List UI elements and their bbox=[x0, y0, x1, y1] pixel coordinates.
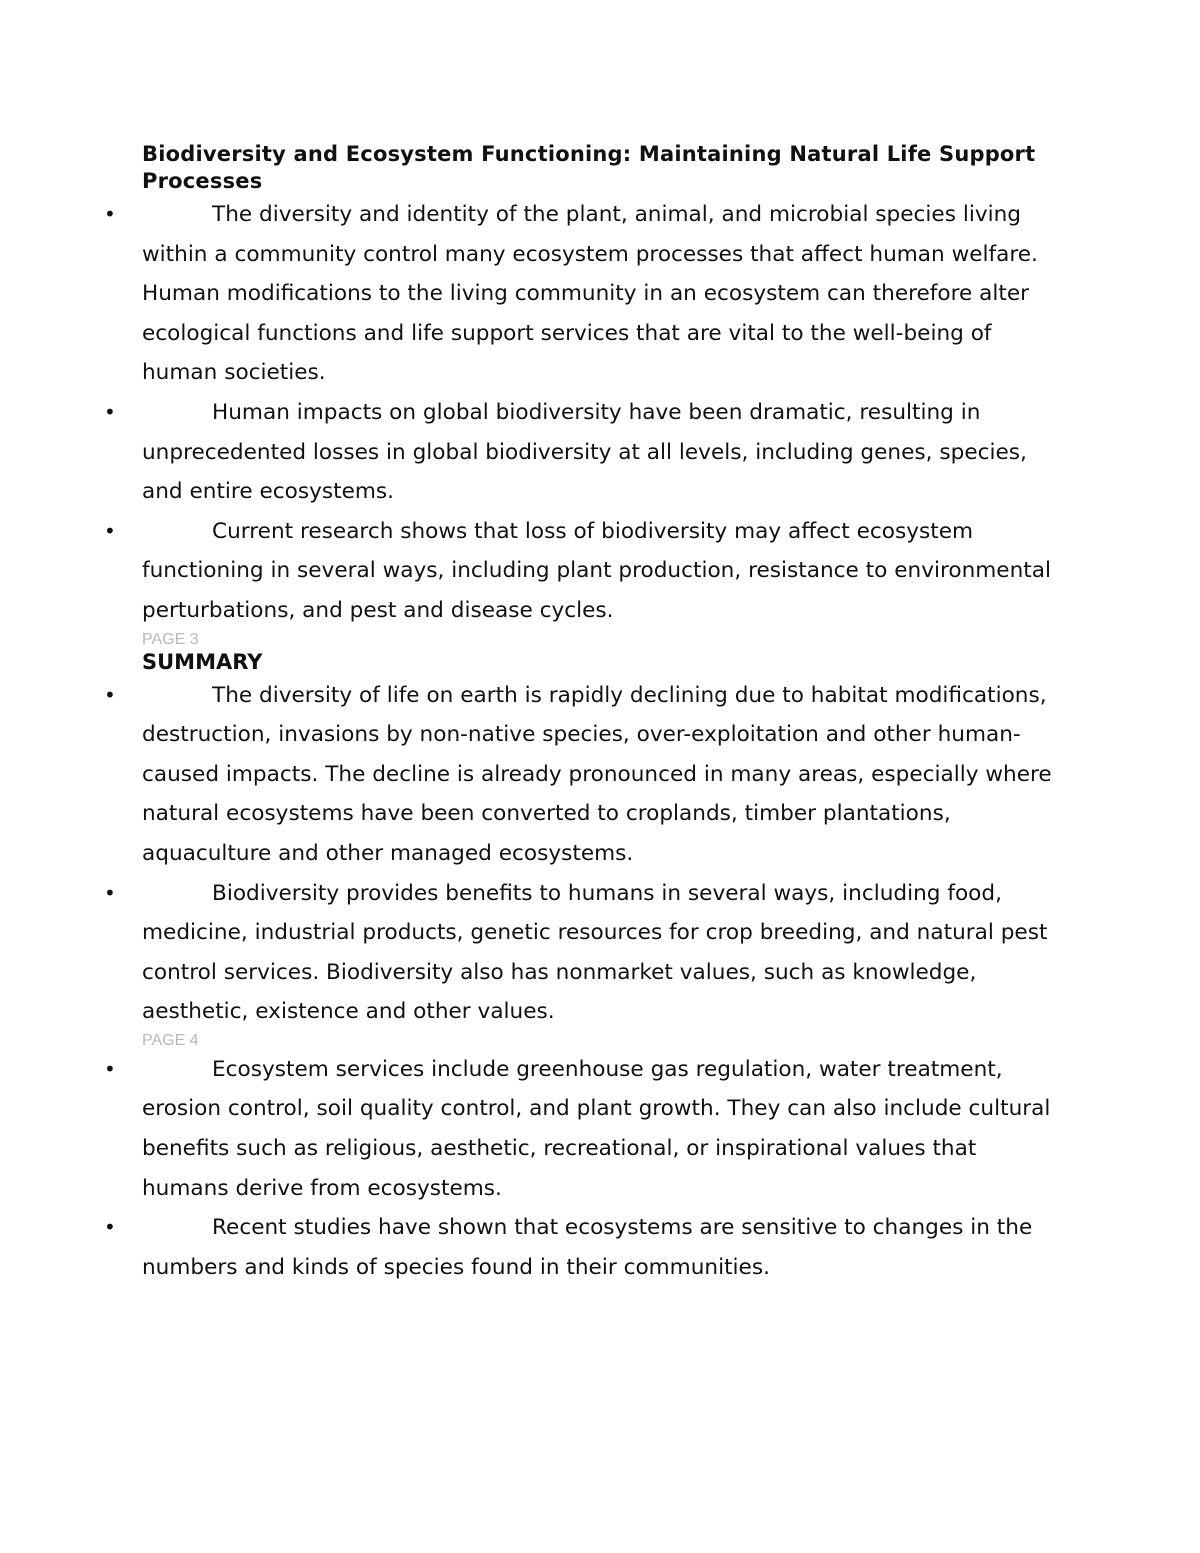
bullet-icon: • bbox=[104, 682, 116, 707]
bullet-icon: • bbox=[104, 202, 116, 226]
list-item-text: Current research shows that loss of biodiversity may affect ecosystem functioning in several ways, including plant production, resistance to environmental perturbations, and pest and disease cycles. bbox=[142, 518, 1051, 623]
list-item-text: Ecosystem services include greenhouse gas regulation, water treatment, erosion control, soil quality control, and plant growth. They can also include cultural benefits such as religious, aesthetic, recreational, or inspirational values that humans derive from ecosystems. bbox=[142, 1056, 1051, 1201]
bullet-icon: • bbox=[104, 880, 116, 905]
document-content bbox=[104, 141, 1062, 1287]
document-title: Biodiversity and Ecosystem Functioning: Maintaining Natural Life Support Processes bbox=[142, 142, 1036, 193]
list-item bbox=[104, 1050, 1062, 1208]
list-item-text: Human impacts on global biodiversity have been dramatic, resulting in unprecedented losses in global biodiversity at all levels, including genes, species, and entire ecosystems. bbox=[142, 399, 1027, 505]
list-item-text: The diversity and identity of the plant, animal, and microbial species living within a community control many ecosystem processes that affect human welfare. Human modifications to the living community in an ecosystem can therefore alter ecological functions and life support services that are vital to the well-being of human societies. bbox=[142, 202, 1038, 386]
list-item-text: Biodiversity provides benefits to humans in several ways, including food, medicine, industrial products, genetic resources for crop breeding, and natural pest control services. Biodiversity also has nonmarket values, such as knowledge, aesthetic, existence and other values. bbox=[142, 880, 1048, 1025]
summary-bullet-list-continued bbox=[104, 1050, 1062, 1288]
list-item bbox=[104, 393, 1062, 512]
intro-bullet-list bbox=[104, 195, 1062, 631]
page-number-label: PAGE 3 bbox=[142, 630, 199, 648]
list-item bbox=[104, 512, 1062, 631]
list-item bbox=[104, 676, 1062, 874]
list-item bbox=[104, 874, 1062, 1032]
bullet-icon: • bbox=[104, 1056, 116, 1081]
bullet-icon: • bbox=[104, 518, 116, 543]
summary-heading: SUMMARY bbox=[142, 649, 263, 674]
bullet-icon: • bbox=[104, 399, 116, 424]
bullet-icon: • bbox=[104, 1215, 116, 1240]
list-item bbox=[104, 195, 1062, 393]
summary-bullet-list bbox=[104, 676, 1062, 1032]
list-item-text: The diversity of life on earth is rapidly declining due to habitat modifications, destruction, invasions by non-native species, over-exploitation and other human-caused impacts. The decline is already pronounced in many areas, especially where natural ecosystems have been converted to croplands, timber plantations, aquaculture and other managed ecosystems. bbox=[142, 682, 1052, 866]
list-item-text: Recent studies have shown that ecosystems are sensitive to changes in the numbers and kinds of species found in their communities. bbox=[142, 1215, 1033, 1280]
page-number-label: PAGE 4 bbox=[142, 1031, 199, 1049]
list-item bbox=[104, 1208, 1062, 1287]
